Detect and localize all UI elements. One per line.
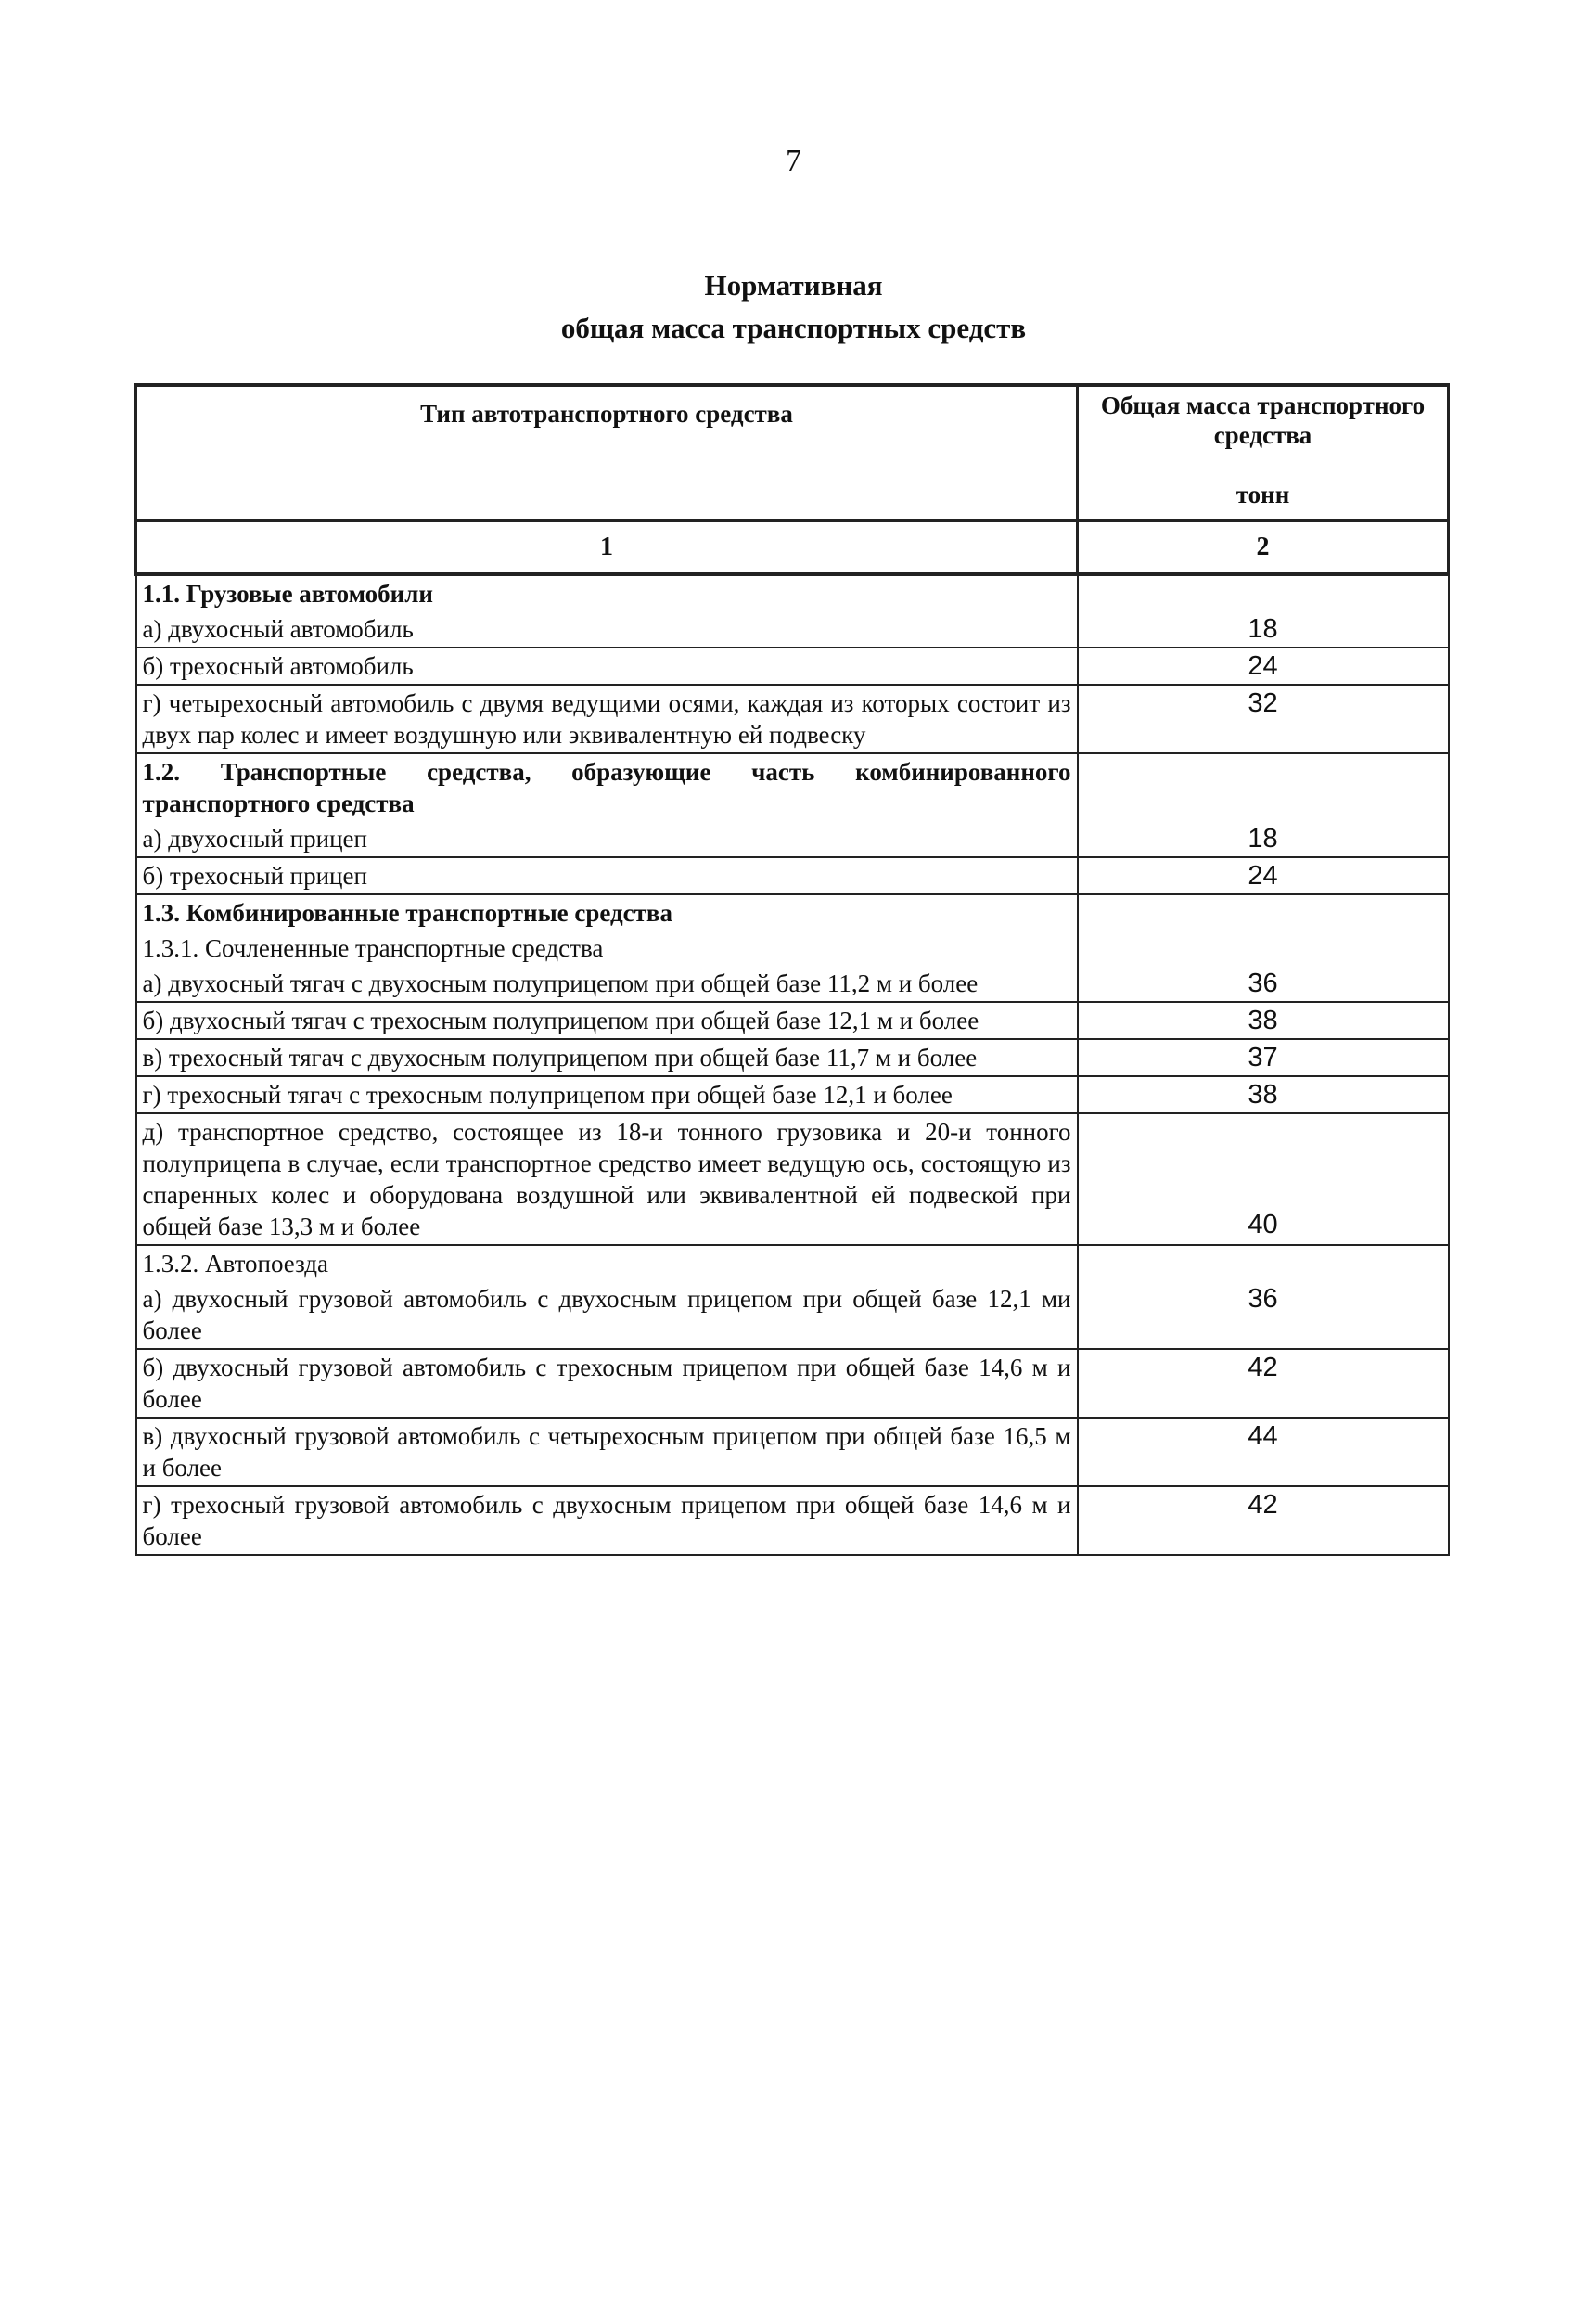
table-row xyxy=(136,857,1449,894)
mass-value-cell: 38 xyxy=(1078,1076,1449,1113)
vehicle-type-cell: г) трехосный грузовой автомобиль с двухосным прицепом при общей базе 14,6 м и более xyxy=(136,1486,1078,1555)
vehicle-type-cell: в) двухосный грузовой автомобиль с четырехосным прицепом при общей базе 16,5 м и более xyxy=(136,1418,1078,1486)
mass-value-cell xyxy=(1078,753,1449,821)
mass-value-cell: 44 xyxy=(1078,1418,1449,1486)
section-heading-cell: 1.2. Транспортные средства, образующие часть комбинированного транспортного средства xyxy=(136,753,1078,821)
table-row xyxy=(136,1281,1449,1349)
section-heading-cell: 1.3. Комбинированные транспортные средства xyxy=(136,894,1078,931)
table-row xyxy=(136,966,1449,1002)
mass-value-cell: 18 xyxy=(1078,611,1449,648)
mass-value-cell: 36 xyxy=(1078,1281,1449,1349)
vehicle-type-cell: б) трехосный прицеп xyxy=(136,857,1078,894)
column-header-mass-label: Общая масса транспортного средства xyxy=(1100,392,1426,449)
section-heading-cell: 1.3.1. Сочлененные транспортные средства xyxy=(136,931,1078,966)
mass-value-cell: 36 xyxy=(1078,966,1449,1002)
table-row xyxy=(136,1349,1449,1418)
table-row xyxy=(136,574,1449,611)
mass-value-cell xyxy=(1078,574,1449,611)
table-row xyxy=(136,648,1449,685)
mass-value-cell: 24 xyxy=(1078,857,1449,894)
vehicle-type-cell: б) трехосный автомобиль xyxy=(136,648,1078,685)
table-row xyxy=(136,821,1449,857)
mass-value-cell xyxy=(1078,931,1449,966)
column-number-1: 1 xyxy=(136,520,1078,574)
vehicle-type-cell: д) транспортное средство, состоящее из 18-и тонного грузовика и 20-и тонного полуприцепа в случае, если транспортное средство имеет ведущую ось, состоящую из спаренных колес и оборудована воздушной или эквивалентной ей подвеской при общей базе 13,3 м и более xyxy=(136,1113,1078,1245)
vehicle-type-cell: а) двухосный прицеп xyxy=(136,821,1078,857)
table-row xyxy=(136,1418,1449,1486)
mass-value-cell: 32 xyxy=(1078,685,1449,753)
table-row xyxy=(136,611,1449,648)
section-heading-cell: 1.3.2. Автопоезда xyxy=(136,1245,1078,1281)
vehicle-type-cell: б) двухосный грузовой автомобиль с трехосным прицепом при общей базе 14,6 м и более xyxy=(136,1349,1078,1418)
table-row xyxy=(136,1076,1449,1113)
table-row xyxy=(136,894,1449,931)
table-row xyxy=(136,931,1449,966)
table-body xyxy=(136,574,1449,1555)
vehicle-type-cell: г) трехосный тягач с трехосным полуприцепом при общей базе 12,1 и более xyxy=(136,1076,1078,1113)
mass-value-cell xyxy=(1078,1245,1449,1281)
vehicle-mass-table xyxy=(134,383,1450,1556)
table-row xyxy=(136,1039,1449,1076)
mass-value-cell: 37 xyxy=(1078,1039,1449,1076)
vehicle-type-cell: а) двухосный тягач с двухосным полуприцепом при общей базе 11,2 м и более xyxy=(136,966,1078,1002)
mass-value-cell: 40 xyxy=(1078,1113,1449,1245)
title-line-2: общая масса транспортных средств xyxy=(560,312,1027,344)
column-number-2: 2 xyxy=(1078,520,1449,574)
column-header-mass-unit: тонн xyxy=(1235,481,1290,508)
vehicle-type-cell: в) трехосный тягач с двухосным полуприцепом при общей базе 11,7 м и более xyxy=(136,1039,1078,1076)
table-row xyxy=(136,1486,1449,1555)
mass-value-cell xyxy=(1078,894,1449,931)
mass-value-cell: 42 xyxy=(1078,1349,1449,1418)
page-number: 7 xyxy=(786,144,801,178)
table-row xyxy=(136,1113,1449,1245)
section-heading-cell: 1.1. Грузовые автомобили xyxy=(136,574,1078,611)
table-row xyxy=(136,685,1449,753)
table-row xyxy=(136,1245,1449,1281)
vehicle-type-cell: б) двухосный тягач с трехосным полуприцепом при общей базе 12,1 м и более xyxy=(136,1002,1078,1039)
table-row xyxy=(136,753,1449,821)
column-header-vehicle-type: Тип автотранспортного средства xyxy=(136,385,1078,520)
column-header-total-mass xyxy=(1078,385,1449,520)
mass-value-cell: 42 xyxy=(1078,1486,1449,1555)
vehicle-type-cell: а) двухосный автомобиль xyxy=(136,611,1078,648)
vehicle-type-cell: г) четырехосный автомобиль с двумя ведущими осями, каждая из которых состоит из двух пар колес и имеет воздушную или эквивалентную ей подвеску xyxy=(136,685,1078,753)
mass-value-cell: 18 xyxy=(1078,821,1449,857)
vehicle-type-cell: а) двухосный грузовой автомобиль с двухосным прицепом при общей базе 12,1 ми более xyxy=(136,1281,1078,1349)
table-row xyxy=(136,1002,1449,1039)
mass-value-cell: 38 xyxy=(1078,1002,1449,1039)
title-line-1: Нормативная xyxy=(704,269,883,302)
mass-value-cell: 24 xyxy=(1078,648,1449,685)
document-title xyxy=(0,264,1587,350)
